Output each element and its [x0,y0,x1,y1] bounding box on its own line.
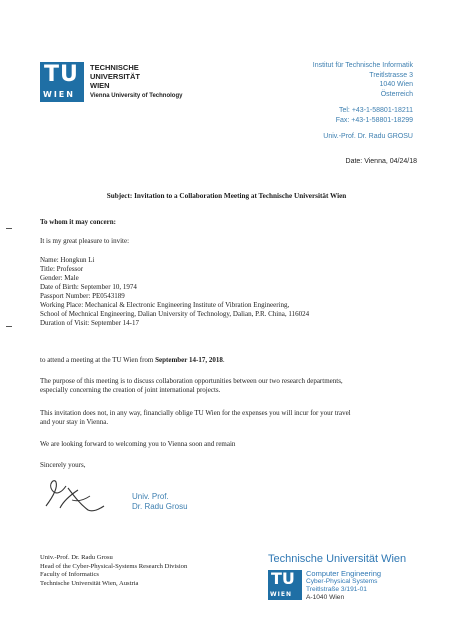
margin-tick [6,228,12,229]
margin-tick [6,326,12,327]
invitee-details [40,256,430,328]
invitee-name: Name: Hongkun Li [40,256,95,264]
country: Österreich [380,90,413,98]
purpose-line-2: especially concerning the creation of joint international projects. [40,386,221,394]
signatory-university: Technische Universität Wien, Austria [40,579,139,587]
stamp-line-2: Cyber-Physical Systems [306,578,378,585]
stamp-tu-logo [268,570,302,600]
meeting-prefix: to attend a meeting at the TU Wien from [40,356,156,364]
signatory-role: Head of the Cyber-Physical-Systems Research Division [40,562,188,570]
uni-line-3: WIEN [90,81,110,90]
professor-name: Univ.-Prof. Dr. Radu GROSU [323,133,413,140]
invitee-dob: Date of Birth: September 10, 1974 [40,283,137,291]
invitee-title: Title: Professor [40,265,84,273]
logo-wien-text: WIEN [43,90,75,99]
signatory-name: Univ.-Prof. Dr. Radu Grosu [40,554,113,561]
letter-subject: Subject: Invitation to a Collaboration Meeting at Technische Universität Wien [106,192,347,200]
meeting-sentence [40,356,430,365]
meeting-suffix: . [222,356,225,364]
finance-line-1: This invitation does not, in any way, financially oblige TU Wien for the expenses you will incur for your travel [40,409,351,417]
fax: Fax: +43-1-58801-18299 [335,116,413,124]
stamp-details [306,570,381,602]
stamp-logo-wien: WIEN [270,591,292,598]
invitee-workplace-2: School of Mechnical Engineering, Dalian University of Technology, Dalian, P.R. China, 116024 [40,310,310,318]
stamp-title: Technische Universität Wien [268,553,407,565]
institute-name: Institut für Technische Informatik [312,62,413,69]
closing-line: We are looking forward to welcoming you to Vienna soon and remain [40,440,236,448]
city: 1040 Wien [379,81,413,88]
institute-address [313,61,413,142]
meeting-dates: September 14-17, 2018 [155,356,223,364]
signature-line-1: Univ. Prof. [132,492,169,501]
handwritten-signature [32,470,122,520]
invitee-workplace-1: Working Place: Mechanical & Electronic Engineering Institute of Vibration Engineering, [40,301,290,309]
salutation: To whom it may concern: [40,218,116,226]
phone: Tel: +43-1-58801-18211 [338,107,413,114]
logo-tu-text: TU [44,62,79,87]
letter-date: Date: Vienna, 04/24/18 [345,158,417,165]
intro: It is my great pleasure to invite: [40,237,130,245]
street: Treitlstrasse 3 [369,71,413,79]
sincerely: Sincerely yours, [40,461,86,469]
uni-line-1: TECHNISCHE [90,63,139,72]
finance-paragraph [40,409,430,427]
university-subtitle: Vienna University of Technology [90,93,183,99]
finance-line-2: and your stay in Vienna. [40,418,109,426]
signature-printed [132,492,188,512]
university-name [90,63,140,90]
stamp-line-4: A-1040 Wien [306,594,345,601]
stamp-line-3: Treitlstraße 3/191-01 [306,586,367,593]
signatory-faculty: Faculty of Informatics [40,571,99,578]
invitee-passport: Passport Number: PE0543189 [40,292,125,300]
signature-line-2: Dr. Radu Grosu [132,502,188,511]
invitee-gender: Gender: Male [40,274,79,282]
visit-duration: Duration of Visit: September 14-17 [40,319,139,327]
uni-line-2: UNIVERSITÄT [90,72,141,81]
purpose-paragraph [40,377,430,395]
tu-wien-logo [40,62,84,102]
stamp-logo-tu: TU [271,569,295,588]
signatory-block [40,554,187,588]
stamp-line-1: Computer Engineering [306,569,382,578]
purpose-line-1: The purpose of this meeting is to discuss collaboration opportunities between our two research departments, [40,377,343,385]
